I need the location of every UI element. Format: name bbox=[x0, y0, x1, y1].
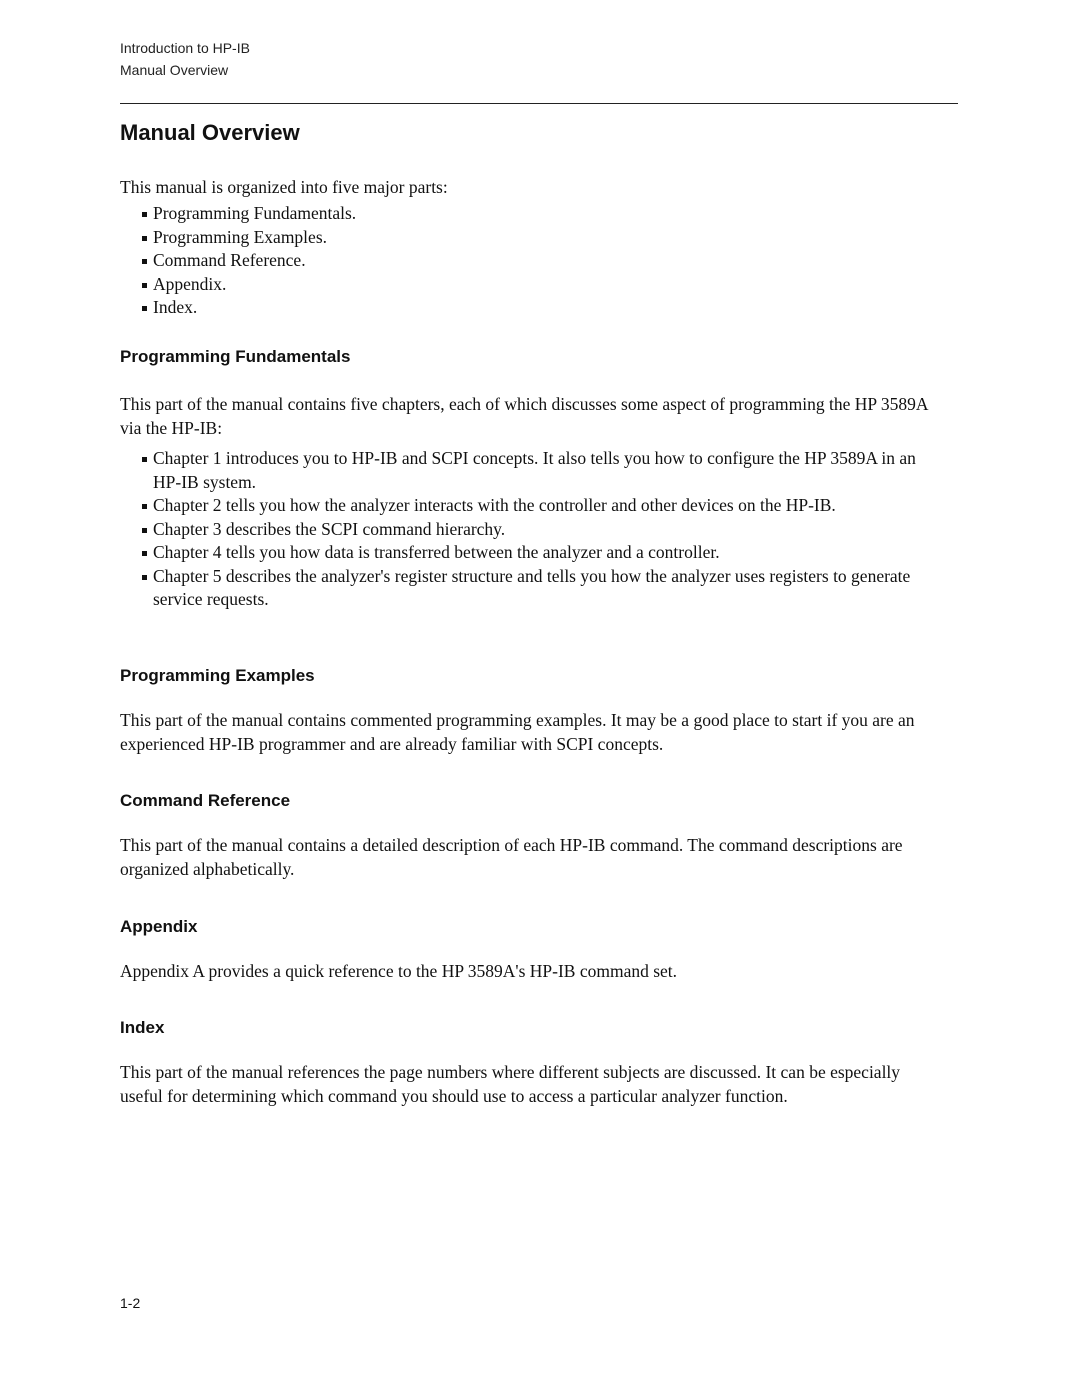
list-item: Appendix. bbox=[120, 273, 950, 297]
list-item: Chapter 5 describes the analyzer's register structure and tells you how the analyzer uses registers to generate service requests. bbox=[120, 565, 948, 612]
intro-paragraph: This manual is organized into five major parts: bbox=[120, 177, 448, 197]
section-paragraph: This part of the manual contains five chapters, each of which discusses some aspect of programming the HP 3589A via the HP-IB: bbox=[120, 394, 928, 438]
chapters-list bbox=[120, 447, 948, 612]
list-item: Programming Examples. bbox=[120, 226, 950, 250]
list-item: Index. bbox=[120, 296, 950, 320]
section-paragraph: This part of the manual contains commented programming examples. It may be a good place to start if you are an experienced HP-IB programmer and are already familiar with SCPI concepts. bbox=[120, 710, 915, 754]
running-header-chapter: Introduction to HP-IB bbox=[120, 40, 250, 56]
list-item: Chapter 2 tells you how the analyzer interacts with the controller and other devices on the HP-IB. bbox=[120, 494, 948, 518]
section-heading: Index bbox=[120, 1018, 165, 1037]
page-title: Manual Overview bbox=[120, 120, 300, 145]
section-heading: Command Reference bbox=[120, 791, 291, 810]
section-paragraph: Appendix A provides a quick reference to the HP 3589A's HP-IB command set. bbox=[120, 961, 678, 981]
section-heading: Programming Fundamentals bbox=[120, 347, 351, 366]
header-rule bbox=[120, 103, 958, 104]
list-item: Chapter 3 describes the SCPI command hierarchy. bbox=[120, 518, 948, 542]
list-item: Programming Fundamentals. bbox=[120, 202, 950, 226]
running-header-section: Manual Overview bbox=[120, 62, 229, 78]
section-paragraph: This part of the manual references the page numbers where different subjects are discussed. It can be especially useful for determining which command you should use to access a particular analyzer function. bbox=[120, 1062, 901, 1106]
section-paragraph: This part of the manual contains a detailed description of each HP-IB command. The command descriptions are organized alphabetically. bbox=[120, 835, 903, 879]
section-heading: Appendix bbox=[120, 917, 198, 936]
page-number: 1-2 bbox=[120, 1295, 141, 1311]
list-item: Command Reference. bbox=[120, 249, 950, 273]
section-heading: Programming Examples bbox=[120, 666, 315, 685]
list-item: Chapter 1 introduces you to HP-IB and SCPI concepts. It also tells you how to configure the HP 3589A in an HP-IB system. bbox=[120, 447, 948, 494]
list-item: Chapter 4 tells you how data is transferred between the analyzer and a controller. bbox=[120, 541, 948, 565]
parts-list bbox=[120, 202, 950, 320]
